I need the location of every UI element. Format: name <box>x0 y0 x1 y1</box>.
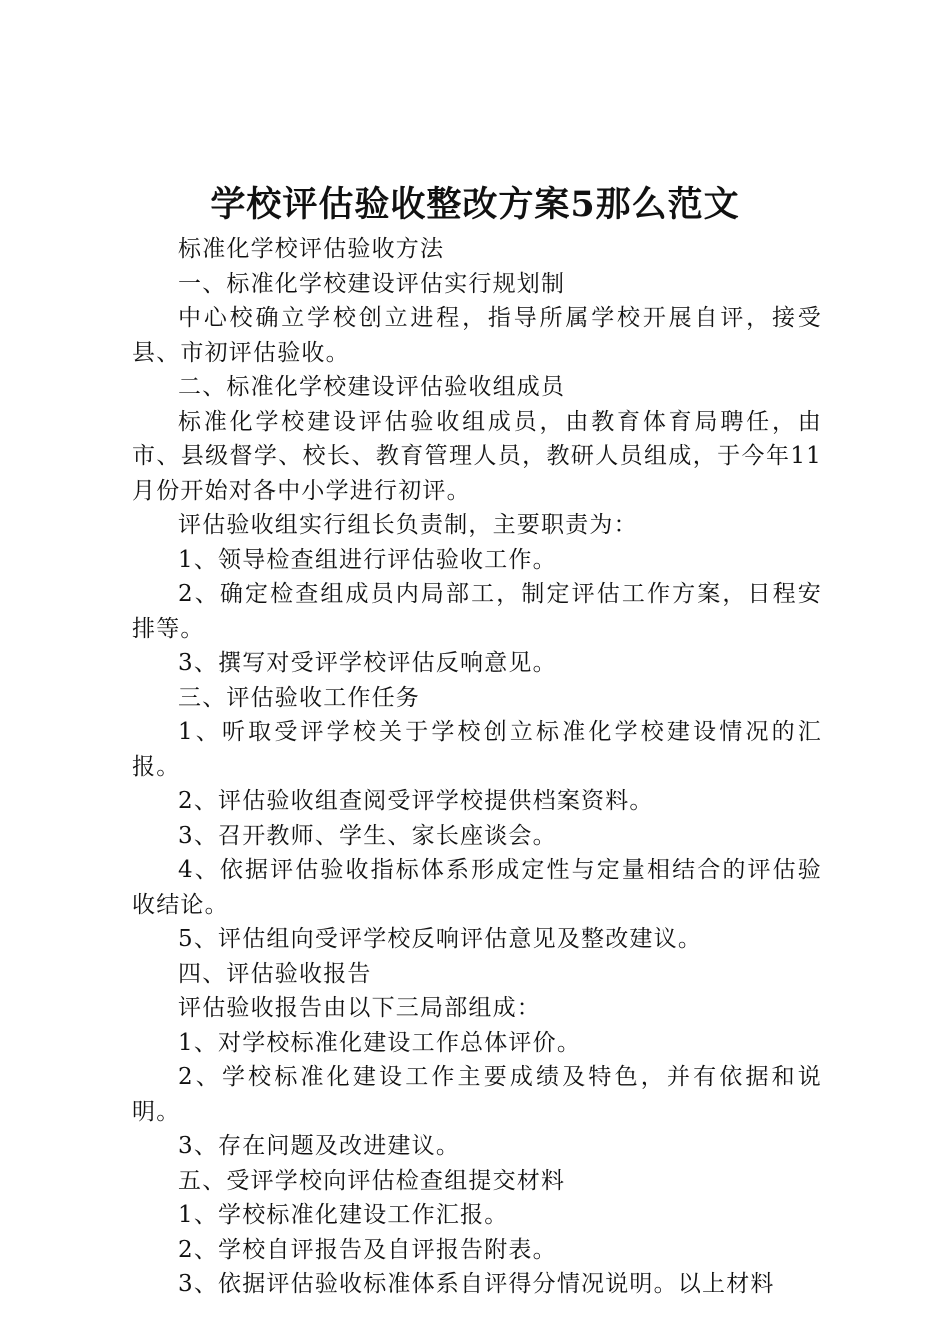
list-item: 5、评估组向受评学校反响评估意见及整改建议。 <box>178 926 703 952</box>
list-item: 3、撰写对受评学校评估反响意见。 <box>178 650 557 676</box>
section-heading-1: 一、标准化学校建设评估实行规划制 <box>178 270 566 297</box>
list-item: 2、学校标准化建设工作主要成绩及特色，并有依据和说明。 <box>132 1064 822 1125</box>
list-item: 2、学校自评报告及自评报告附表。 <box>178 1236 557 1263</box>
paragraph: 标准化学校建设评估验收组成员，由教育体育局聘任，由市、县级督学、校长、教育管理人员，教研人员组成，于今年11月份开始对各中小学进行初评。 <box>132 408 822 504</box>
section-heading-2: 二、标准化学校建设评估验收组成员 <box>178 374 566 400</box>
list-item: 1、对学校标准化建设工作总体评价。 <box>178 1029 582 1056</box>
paragraph: 标准化学校评估验收方法 <box>178 236 445 262</box>
paragraph: 评估验收组实行组长负责制，主要职责为： <box>178 512 638 538</box>
section-heading-3: 三、评估验收工作任务 <box>178 684 420 711</box>
document-body <box>132 232 822 1302</box>
list-item: 1、领导检查组进行评估验收工作。 <box>178 546 557 573</box>
list-item: 1、听取受评学校关于学校创立标准化学校建设情况的汇报。 <box>132 719 822 780</box>
list-item: 1、学校标准化建设工作汇报。 <box>178 1202 509 1228</box>
list-item: 4、依据评估验收指标体系形成定性与定量相结合的评估验收结论。 <box>132 857 822 918</box>
list-item: 2、评估验收组查阅受评学校提供档案资料。 <box>178 788 654 814</box>
document-title: 学校评估验收整改方案5那么范文 <box>210 184 740 225</box>
list-item: 3、依据评估验收标准体系自评得分情况说明。以上材料 <box>178 1271 775 1297</box>
paragraph: 评估验收报告由以下三局部组成： <box>178 995 541 1021</box>
section-heading-4: 四、评估验收报告 <box>178 960 372 987</box>
list-item: 3、存在问题及改进建议。 <box>178 1133 461 1159</box>
section-heading-5: 五、受评学校向评估检查组提交材料 <box>178 1167 566 1194</box>
list-item: 3、召开教师、学生、家长座谈会。 <box>178 822 557 849</box>
paragraph: 中心校确立学校创立进程，指导所属学校开展自评，接受县、市初评估验收。 <box>132 305 822 366</box>
list-item: 2、确定检查组成员内局部工，制定评估工作方案，日程安排等。 <box>132 581 822 642</box>
